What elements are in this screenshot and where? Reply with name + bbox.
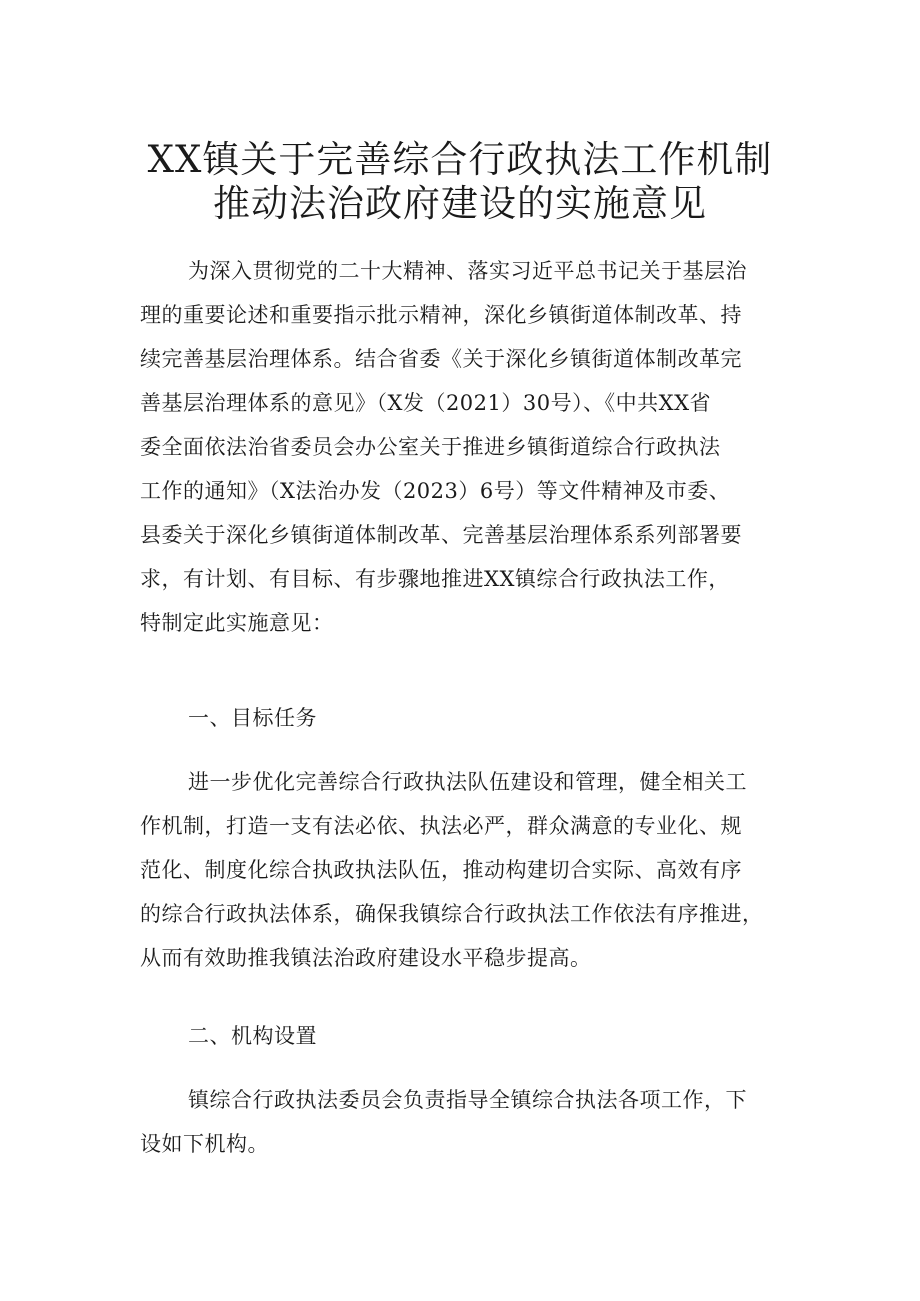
document-title-line-2: 推动法治政府建设的实施意见 — [213, 182, 707, 225]
paragraph-line: 从而有效助推我镇法治政府建设水平稳步提高。 — [140, 946, 592, 970]
paragraph-line: 求，有计划、有目标、有步骤地推进XX镇综合行政执法工作， — [140, 567, 730, 591]
paragraph-line: 进一步优化完善综合行政执法队伍建设和管理，健全相关工 — [188, 770, 747, 794]
paragraph-line: 续完善基层治理体系。结合省委《关于深化乡镇街道体制改革完 — [140, 347, 742, 371]
paragraph-line: 特制定此实施意见： — [140, 611, 334, 635]
paragraph-line: 委全面依法治省委员会办公室关于推进乡镇街道综合行政执法 — [140, 435, 721, 459]
paragraph-line: 为深入贯彻党的二十大精神、落实习近平总书记关于基层治 — [188, 259, 747, 283]
section-heading-objectives: 一、目标任务 — [188, 706, 317, 730]
paragraph-line: 镇综合行政执法委员会负责指导全镇综合执法各项工作，下 — [188, 1088, 747, 1112]
paragraph-line: 县委关于深化乡镇街道体制改革、完善基层治理体系系列部署要 — [140, 523, 742, 547]
objectives-paragraph — [140, 760, 780, 980]
paragraph-line: 善基层治理体系的意见》（X发（2021）30号）、《中共XX省 — [140, 391, 712, 415]
paragraph-line: 工作的通知》（X法治办发（2023）6号）等文件精神及市委、 — [140, 479, 731, 503]
organization-paragraph — [140, 1078, 780, 1166]
intro-paragraph — [140, 249, 780, 645]
paragraph-line: 作机制，打造一支有法必依、执法必严，群众满意的专业化、规 — [140, 814, 742, 838]
document-title-line-1: XX镇关于完善综合行政执法工作机制 — [147, 138, 773, 181]
paragraph-line: 设如下机构。 — [140, 1132, 269, 1156]
paragraph-line: 的综合行政执法体系，确保我镇综合行政执法工作依法有序推进， — [140, 902, 764, 926]
section-heading-organization: 二、机构设置 — [188, 1024, 317, 1048]
paragraph-line: 理的重要论述和重要指示批示精神，深化乡镇街道体制改革、持 — [140, 303, 742, 327]
paragraph-line: 范化、制度化综合执政执法队伍，推动构建切合实际、高效有序 — [140, 858, 742, 882]
